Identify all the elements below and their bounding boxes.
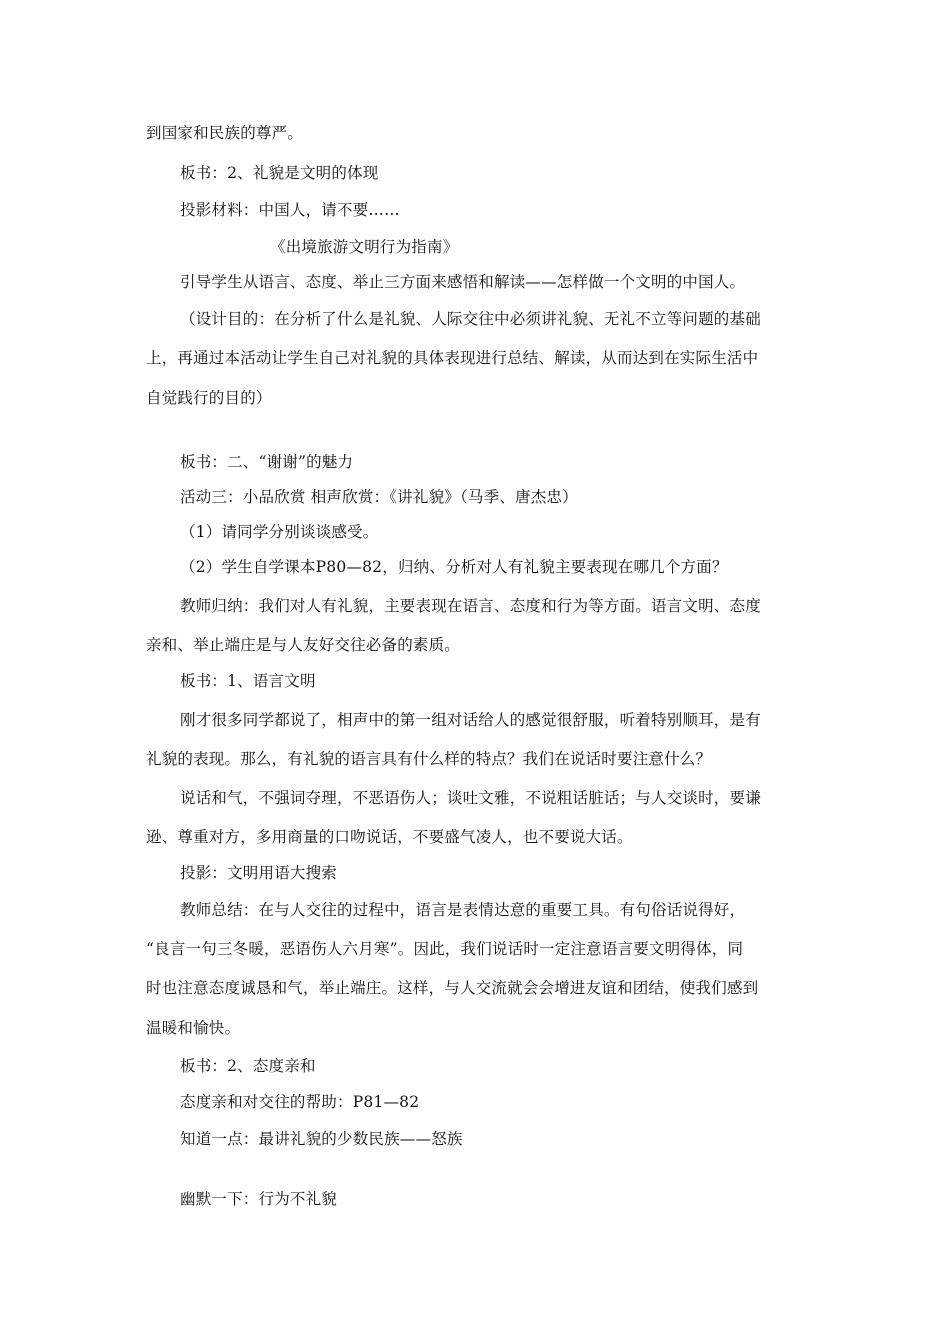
paragraph-line: 逊、尊重对方，多用商量的口吻说话，不要盛气凌人，也不要说大话。 [146,828,633,846]
board-note-line: 板书：二、“谢谢”的魅力 [180,453,354,471]
paragraph-line: （设计目的：在分析了什么是礼貌、人际交往中必须讲礼貌、无礼不立等问题的基础 [180,310,761,328]
paragraph-line: 自觉践行的目的） [146,389,272,407]
paragraph-line: 到国家和民族的尊严。 [146,124,304,142]
list-item: （1）请同学分别谈谈感受。 [180,523,379,541]
paragraph-line: “良言一句三冬暖，恶语伤人六月寒”。因此，我们说话时一定注意语言要文明得体，同 [146,940,744,958]
paragraph-line: 上，再通过本活动让学生自己对礼貌的具体表现进行总结、解读，从而达到在实际生活中 [146,349,759,367]
paragraph-line: 教师总结：在与人交往的过程中，语言是表情达意的重要工具。有句俗话说得好， [180,901,746,919]
paragraph-line: 时也注意态度诚恳和气，举止端庄。这样，与人交流就会会增进友谊和团结，使我们感到 [146,979,759,997]
paragraph-line: 礼貌的表现。那么，有礼貌的语言具有什么样的特点？我们在说话时要注意什么？ [146,750,712,768]
board-note-line: 板书：2、礼貌是文明的体现 [180,164,379,182]
paragraph-line: 亲和、举止端庄是与人友好交往必备的素质。 [146,636,461,654]
guide-title-line: 《出境旅游文明行为指南》 [270,238,459,256]
list-item: （2）学生自学课本P80—82，归纳、分析对人有礼貌主要表现在哪几个方面？ [180,558,728,576]
projection-line: 投影：文明用语大搜索 [180,864,338,882]
paragraph-line: 幽默一下：行为不礼貌 [180,1190,338,1208]
paragraph-line: 温暖和愉快。 [146,1019,241,1037]
paragraph-line: 态度亲和对交往的帮助：P81—82 [180,1093,420,1111]
paragraph-line: 教师归纳：我们对人有礼貌，主要表现在语言、态度和行为等方面。语言文明、态度 [180,597,761,615]
board-note-line: 板书：2、态度亲和 [180,1057,316,1075]
paragraph-line: 刚才很多同学都说了，相声中的第一组对话给人的感觉很舒服，听着特别顺耳，是有 [180,711,761,729]
paragraph-line: 知道一点：最讲礼貌的少数民族——怒族 [180,1130,463,1148]
paragraph-line: 引导学生从语言、态度、举止三方面来感悟和解读——怎样做一个文明的中国人。 [180,273,746,291]
board-note-line: 板书：1、语言文明 [180,672,316,690]
projection-line: 投影材料：中国人，请不要…… [180,201,400,219]
activity-line: 活动三：小品欣赏 相声欣赏：《讲礼貌》（马季、唐杰忠） [180,488,578,506]
paragraph-line: 说话和气，不强词夺理，不恶语伤人；谈吐文雅，不说粗话脏话；与人交谈时，要谦 [180,789,761,807]
